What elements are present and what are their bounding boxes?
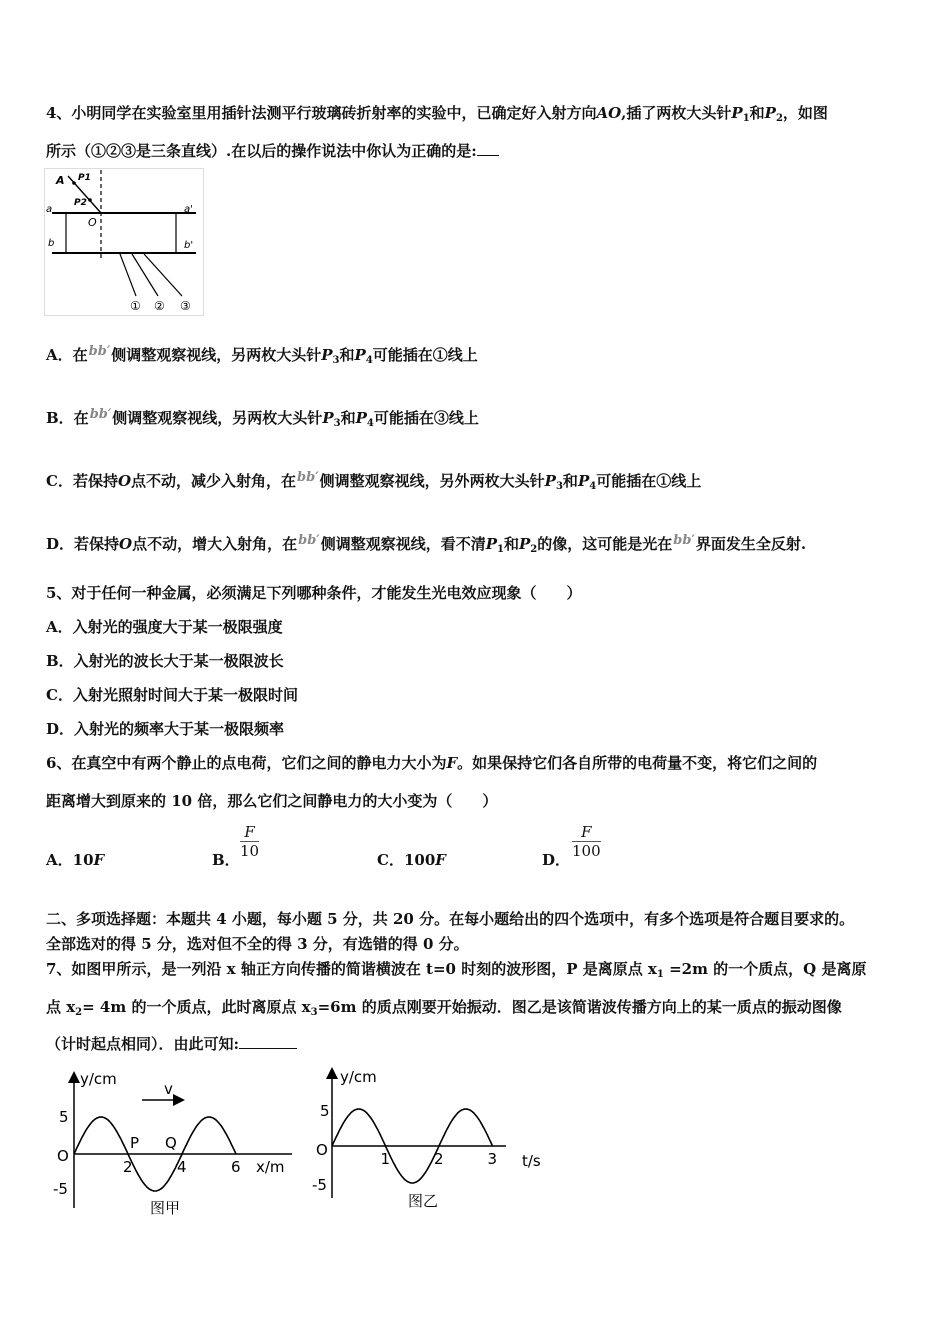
q5-option-a[interactable]: A．入射光的强度大于某一极限强度 bbox=[46, 618, 283, 636]
figure-caption: 图乙 bbox=[408, 1192, 439, 1210]
q4-option-a[interactable]: A．在bb′侧调整观察视线，另两枚大头针$P_3$和$P_4$可能插在①线上 bbox=[46, 344, 478, 366]
q5-option-b[interactable]: B．入射光的波长大于某一极限波长 bbox=[46, 652, 284, 670]
q4-option-b[interactable]: B．在bb′侧调整观察视线，另两枚大头针$P_3$和$P_4$可能插在③线上 bbox=[46, 407, 479, 429]
point-p-label: P bbox=[130, 1134, 140, 1152]
wave-graph-jia bbox=[50, 1068, 300, 1218]
y-tick-5: 5 bbox=[320, 1102, 330, 1120]
q5-stem: 5、对于任何一种金属，必须满足下列哪种条件，才能发生光电效应现象（ ） bbox=[46, 584, 582, 602]
y-axis-label: y/cm bbox=[80, 1070, 117, 1088]
y-tick-neg5: -5 bbox=[312, 1176, 327, 1194]
figure-caption: 图甲 bbox=[150, 1199, 181, 1217]
q7-stem-line2: 点 $x_2= 4m$ 的一个质点，此时离原点 $x_3=6m$ 的质点刚要开始振动．图乙是该简谐波传播方向上的某一质点的振动图像 bbox=[46, 998, 842, 1018]
y-axis-label: y/cm bbox=[340, 1068, 377, 1086]
y-tick-5: 5 bbox=[59, 1108, 69, 1126]
q6-option-a[interactable]: A．10F bbox=[46, 851, 105, 869]
label-O: O bbox=[88, 216, 97, 229]
line-2-label: ② bbox=[154, 299, 165, 313]
label-a-prime: a' bbox=[184, 204, 193, 215]
q5-option-d[interactable]: D．入射光的频率大于某一极限频率 bbox=[46, 720, 285, 738]
t-tick-3: 3 bbox=[487, 1150, 498, 1168]
q6-option-b-fraction: $\frac{F}{10}$ bbox=[240, 823, 260, 860]
q6-option-b-label[interactable]: B． bbox=[212, 851, 240, 869]
q7-stem-line3: （计时起点相同）．由此可知: bbox=[46, 1033, 297, 1054]
q6-stem-line2: 距离增大到原来的 10 倍，那么它们之间静电力的大小变为（ ） bbox=[46, 792, 498, 810]
origin-label: O bbox=[316, 1141, 328, 1159]
line-1-label: ① bbox=[130, 299, 141, 313]
x-tick-2: 2 bbox=[123, 1158, 133, 1176]
line-3-label: ③ bbox=[180, 299, 191, 313]
x-tick-4: 4 bbox=[177, 1158, 187, 1176]
q7-stem-line1: 7、如图甲所示，是一列沿 x 轴正方向传播的简谐横波在 t=0 时刻的波形图，P 是离原点 $x_1 =2m$ 的一个质点，Q 是离原 bbox=[46, 960, 867, 980]
origin-label: O bbox=[57, 1147, 69, 1165]
glass-brick-diagram bbox=[44, 168, 204, 316]
q6-stem-line1: 6、在真空中有两个静止的点电荷，它们之间的静电力大小为F。如果保持它们各自所带的电荷量不变，将它们之间的 bbox=[46, 754, 818, 772]
t-tick-1: 1 bbox=[380, 1150, 391, 1168]
velocity-label: v bbox=[164, 1080, 173, 1098]
section2-heading-line1: 二、多项选择题：本题共 4 小题，每小题 5 分，共 20 分。在每小题给出的四个选项中，有多个选项是符合题目要求的。 bbox=[46, 910, 855, 928]
section2-heading-line2: 全部选对的得 5 分，选对但不全的得 3 分，有选错的得 0 分。 bbox=[46, 935, 469, 953]
label-P2: P2 bbox=[74, 198, 87, 208]
point-q-label: Q bbox=[165, 1134, 177, 1152]
q4-option-c[interactable]: C．若保持O点不动，减少入射角，在bb′侧调整观察视线，另外两枚大头针$P_3$和$P_4$可能插在①线上 bbox=[46, 470, 702, 492]
q5-option-c[interactable]: C．入射光照射时间大于某一极限时间 bbox=[46, 686, 298, 704]
label-a: a bbox=[46, 204, 53, 215]
x-tick-6: 6 bbox=[231, 1158, 241, 1176]
label-A: A bbox=[56, 174, 65, 187]
q6-option-d-label[interactable]: D． bbox=[542, 851, 571, 869]
y-tick-neg5: -5 bbox=[53, 1180, 68, 1198]
x-axis-label: x/m bbox=[256, 1158, 285, 1176]
label-P1: P1 bbox=[78, 173, 91, 183]
q6-option-d-fraction: $\frac{F}{100}$ bbox=[572, 823, 601, 860]
q6-option-c[interactable]: C．100F bbox=[377, 851, 446, 869]
q4-stem-line1: 4、小明同学在实验室里用插针法测平行玻璃砖折射率的实验中，已确定好入射方向AO,插了两枚大头针$P_1$和$P_2$，如图 bbox=[46, 104, 828, 124]
label-b: b bbox=[48, 238, 55, 249]
label-b-prime: b' bbox=[184, 240, 194, 251]
q4-stem-line2: 所示（①②③是三条直线）.在以后的操作说法中你认为正确的是: bbox=[46, 140, 499, 161]
t-axis-label: t/s bbox=[522, 1152, 541, 1170]
q4-option-d[interactable]: D．若保持O点不动，增大入射角，在bb′侧调整观察视线，看不清$P_1$和$P_2$的像，这可能是光在bb′界面发生全反射. bbox=[46, 533, 807, 555]
vibration-graph-yi bbox=[310, 1066, 560, 1216]
t-tick-2: 2 bbox=[434, 1150, 444, 1168]
